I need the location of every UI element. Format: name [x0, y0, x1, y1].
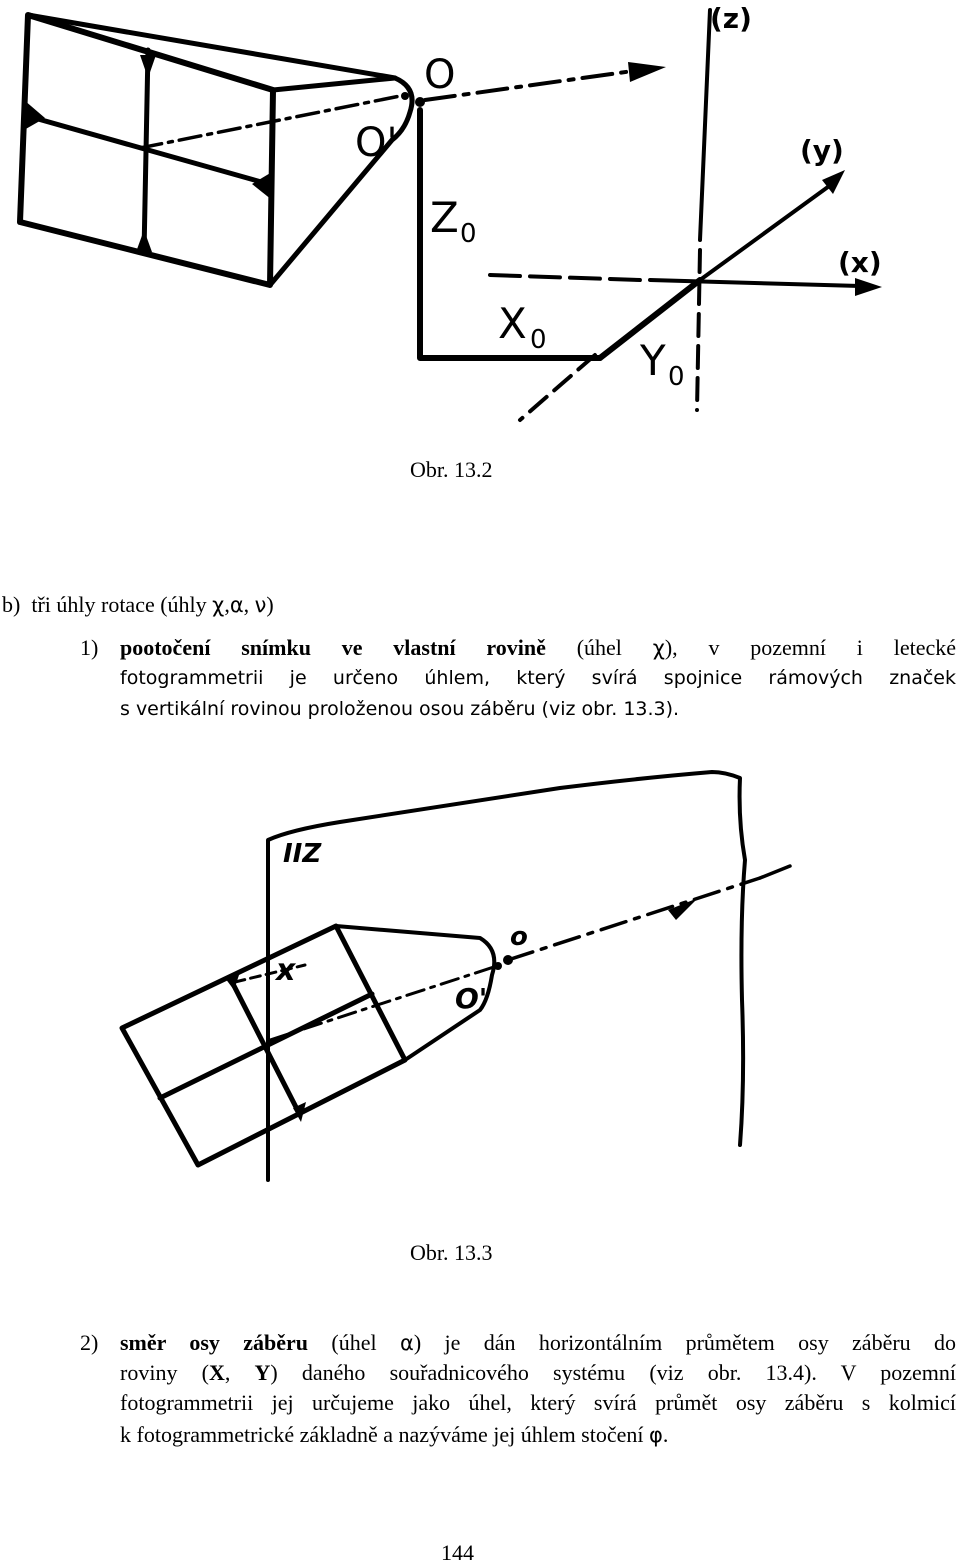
x-axis-dashed — [490, 275, 640, 280]
label-z: IIZ — [283, 839, 322, 869]
optical-axis-tail — [760, 866, 790, 878]
item-2-line-4a: k fotogrammetrické základně a nazýváme jej úhlem stočení — [120, 1422, 644, 1447]
label-axis-z: (z) — [710, 2, 752, 35]
fiducial-mark-right — [252, 172, 272, 200]
item-2-number: 2) — [80, 1330, 99, 1355]
label-axis-y: (y) — [800, 134, 844, 167]
point-o — [415, 97, 425, 107]
label-z0: Z — [430, 193, 459, 242]
item-1-number: 1) — [80, 635, 99, 660]
label-o-prime: O' — [355, 120, 398, 166]
label-o: O — [424, 52, 456, 98]
item-2-line-2 — [120, 1358, 956, 1388]
item-2-line-1a: (úhel — [331, 1330, 377, 1355]
symbol-chi: χ — [212, 593, 225, 617]
section-b-sep2: , — [243, 592, 250, 617]
item-1-line-2: fotogrammetrii je určeno úhlem, který svírá spojnice rámových značek — [120, 667, 956, 689]
z-axis-dashed — [697, 250, 700, 410]
item-2-line-1b: ) je dán horizontálním průmětem osy záběru do — [413, 1330, 957, 1355]
item-1-line-3-text: s vertikální rovinou proloženou osou záběru (viz obr. 13.3). — [120, 698, 680, 720]
symbol-phi: φ — [649, 1423, 663, 1447]
figure-13-2-caption: Obr. 13.2 — [410, 457, 493, 482]
x-axis — [650, 280, 860, 286]
label-z0-sub: 0 — [460, 219, 477, 249]
optical-axis-arrow — [628, 62, 666, 82]
fiducial-mark-bottom — [136, 230, 152, 252]
x-axis-arrow — [855, 278, 882, 296]
item-1-line-1a: (úhel — [576, 635, 622, 660]
z-axis — [700, 10, 710, 240]
point-o-prime — [494, 962, 502, 970]
vertical-plane — [268, 772, 745, 1180]
figure-13-3-caption: Obr. 13.3 — [410, 1240, 493, 1265]
fiducial-mark-top — [140, 55, 156, 78]
label-x: x — [276, 953, 296, 988]
section-b-prefix: b) — [2, 592, 21, 617]
item-2-line-4 — [120, 1420, 668, 1450]
item-1-bold-term: pootočení snímku ve vlastní rovině — [120, 635, 546, 660]
figure-13-3 — [0, 760, 960, 1260]
item-1-line-3 — [120, 693, 679, 724]
camera-body-edge — [273, 78, 395, 90]
symbol-Y: Y — [254, 1360, 271, 1385]
symbol-chi-item-1: χ — [652, 636, 665, 660]
item-2-line-3: fotogrammetrii jej určujeme jako úhel, který svírá průmět osy záběru s kolmicí — [120, 1390, 956, 1415]
fiducial-mark-left — [24, 100, 45, 130]
label-y0: Y — [640, 336, 666, 385]
optical-axis — [508, 878, 760, 960]
point-o — [503, 955, 513, 965]
section-b-text: tři úhly rotace (úhly — [31, 592, 207, 617]
symbol-X: X — [208, 1360, 225, 1385]
item-2-line-4b: . — [662, 1422, 669, 1447]
item-2-bold-term: směr osy záběru — [120, 1330, 309, 1355]
point-o-prime — [401, 92, 409, 100]
y-axis-dashed — [520, 355, 595, 420]
item-2-line-1 — [120, 1328, 956, 1358]
label-o: o — [510, 922, 528, 952]
section-b-sep1: , — [224, 592, 230, 617]
page-number: 144 — [441, 1540, 474, 1565]
section-b-close: ) — [266, 592, 274, 617]
figure-13-2 — [0, 0, 960, 440]
symbol-alpha-item-2: α — [399, 1331, 414, 1355]
section-b — [2, 590, 274, 620]
item-1-line-1 — [120, 633, 956, 663]
label-axis-x: (x) — [838, 246, 882, 279]
item-2-line-2a: roviny ( — [120, 1360, 209, 1385]
label-x0: X — [498, 299, 527, 348]
label-y0-sub: 0 — [668, 362, 685, 392]
optical-axis — [425, 70, 640, 100]
item-2-line-2b: ) daného souřadnicového systému (viz obr. 13.4). V pozemní — [270, 1360, 957, 1385]
symbol-alpha: α — [229, 593, 244, 617]
label-o-prime: O' — [455, 982, 488, 1015]
symbol-nu: ν — [254, 593, 267, 617]
label-x0-sub: 0 — [530, 325, 547, 355]
item-1-line-1b: ), v pozemní i letecké — [664, 635, 956, 660]
item-2-line-2-sep: , — [224, 1360, 255, 1385]
y-axis — [700, 184, 832, 280]
